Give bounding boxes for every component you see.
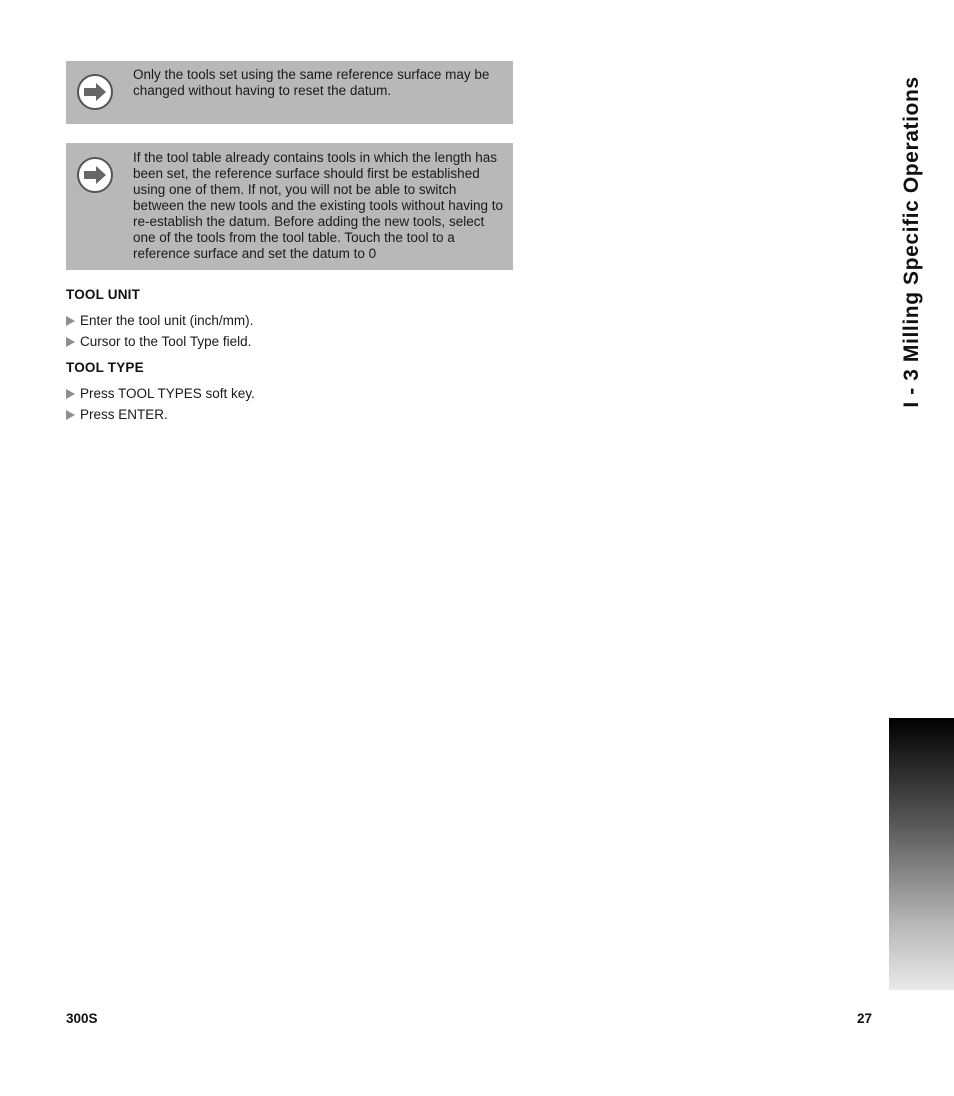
triangle-bullet-icon xyxy=(66,389,75,399)
heading-tool-unit: TOOL UNIT xyxy=(66,287,141,302)
triangle-bullet-icon xyxy=(66,410,75,420)
chapter-side-title: I - 3 Milling Specific Operations xyxy=(900,76,923,408)
chapter-thumb-tab xyxy=(889,718,954,990)
step-text: Press ENTER. xyxy=(80,407,168,422)
note-text: If the tool table already contains tools in which the length has been set, the reference surface should first be established using one of them. If not, you will not be able to switch between the new tools and the existing tools without having to re-establish the datum. Before adding the new tools, select one of the tools from the tool table. Touch the tool to a reference surface and set the datum to 0 xyxy=(133,150,503,261)
step-item xyxy=(66,407,168,422)
triangle-bullet-icon xyxy=(66,316,75,326)
step-text: Press TOOL TYPES soft key. xyxy=(80,386,255,401)
step-text: Cursor to the Tool Type field. xyxy=(80,334,252,349)
heading-tool-type: TOOL TYPE xyxy=(66,360,144,375)
step-item xyxy=(66,334,251,349)
footer-product-name: 300S xyxy=(66,1011,98,1026)
arrow-right-icon xyxy=(76,73,114,111)
step-item xyxy=(66,313,253,328)
arrow-right-icon xyxy=(76,156,114,194)
triangle-bullet-icon xyxy=(66,337,75,347)
step-text: Enter the tool unit (inch/mm). xyxy=(80,313,254,328)
note-text: Only the tools set using the same reference surface may be changed without having to reset the datum. xyxy=(133,67,490,98)
step-item xyxy=(66,386,255,401)
footer-page-number: 27 xyxy=(857,1011,873,1026)
note-box-tool-table xyxy=(66,143,513,270)
note-box-reference-surface xyxy=(66,61,513,124)
